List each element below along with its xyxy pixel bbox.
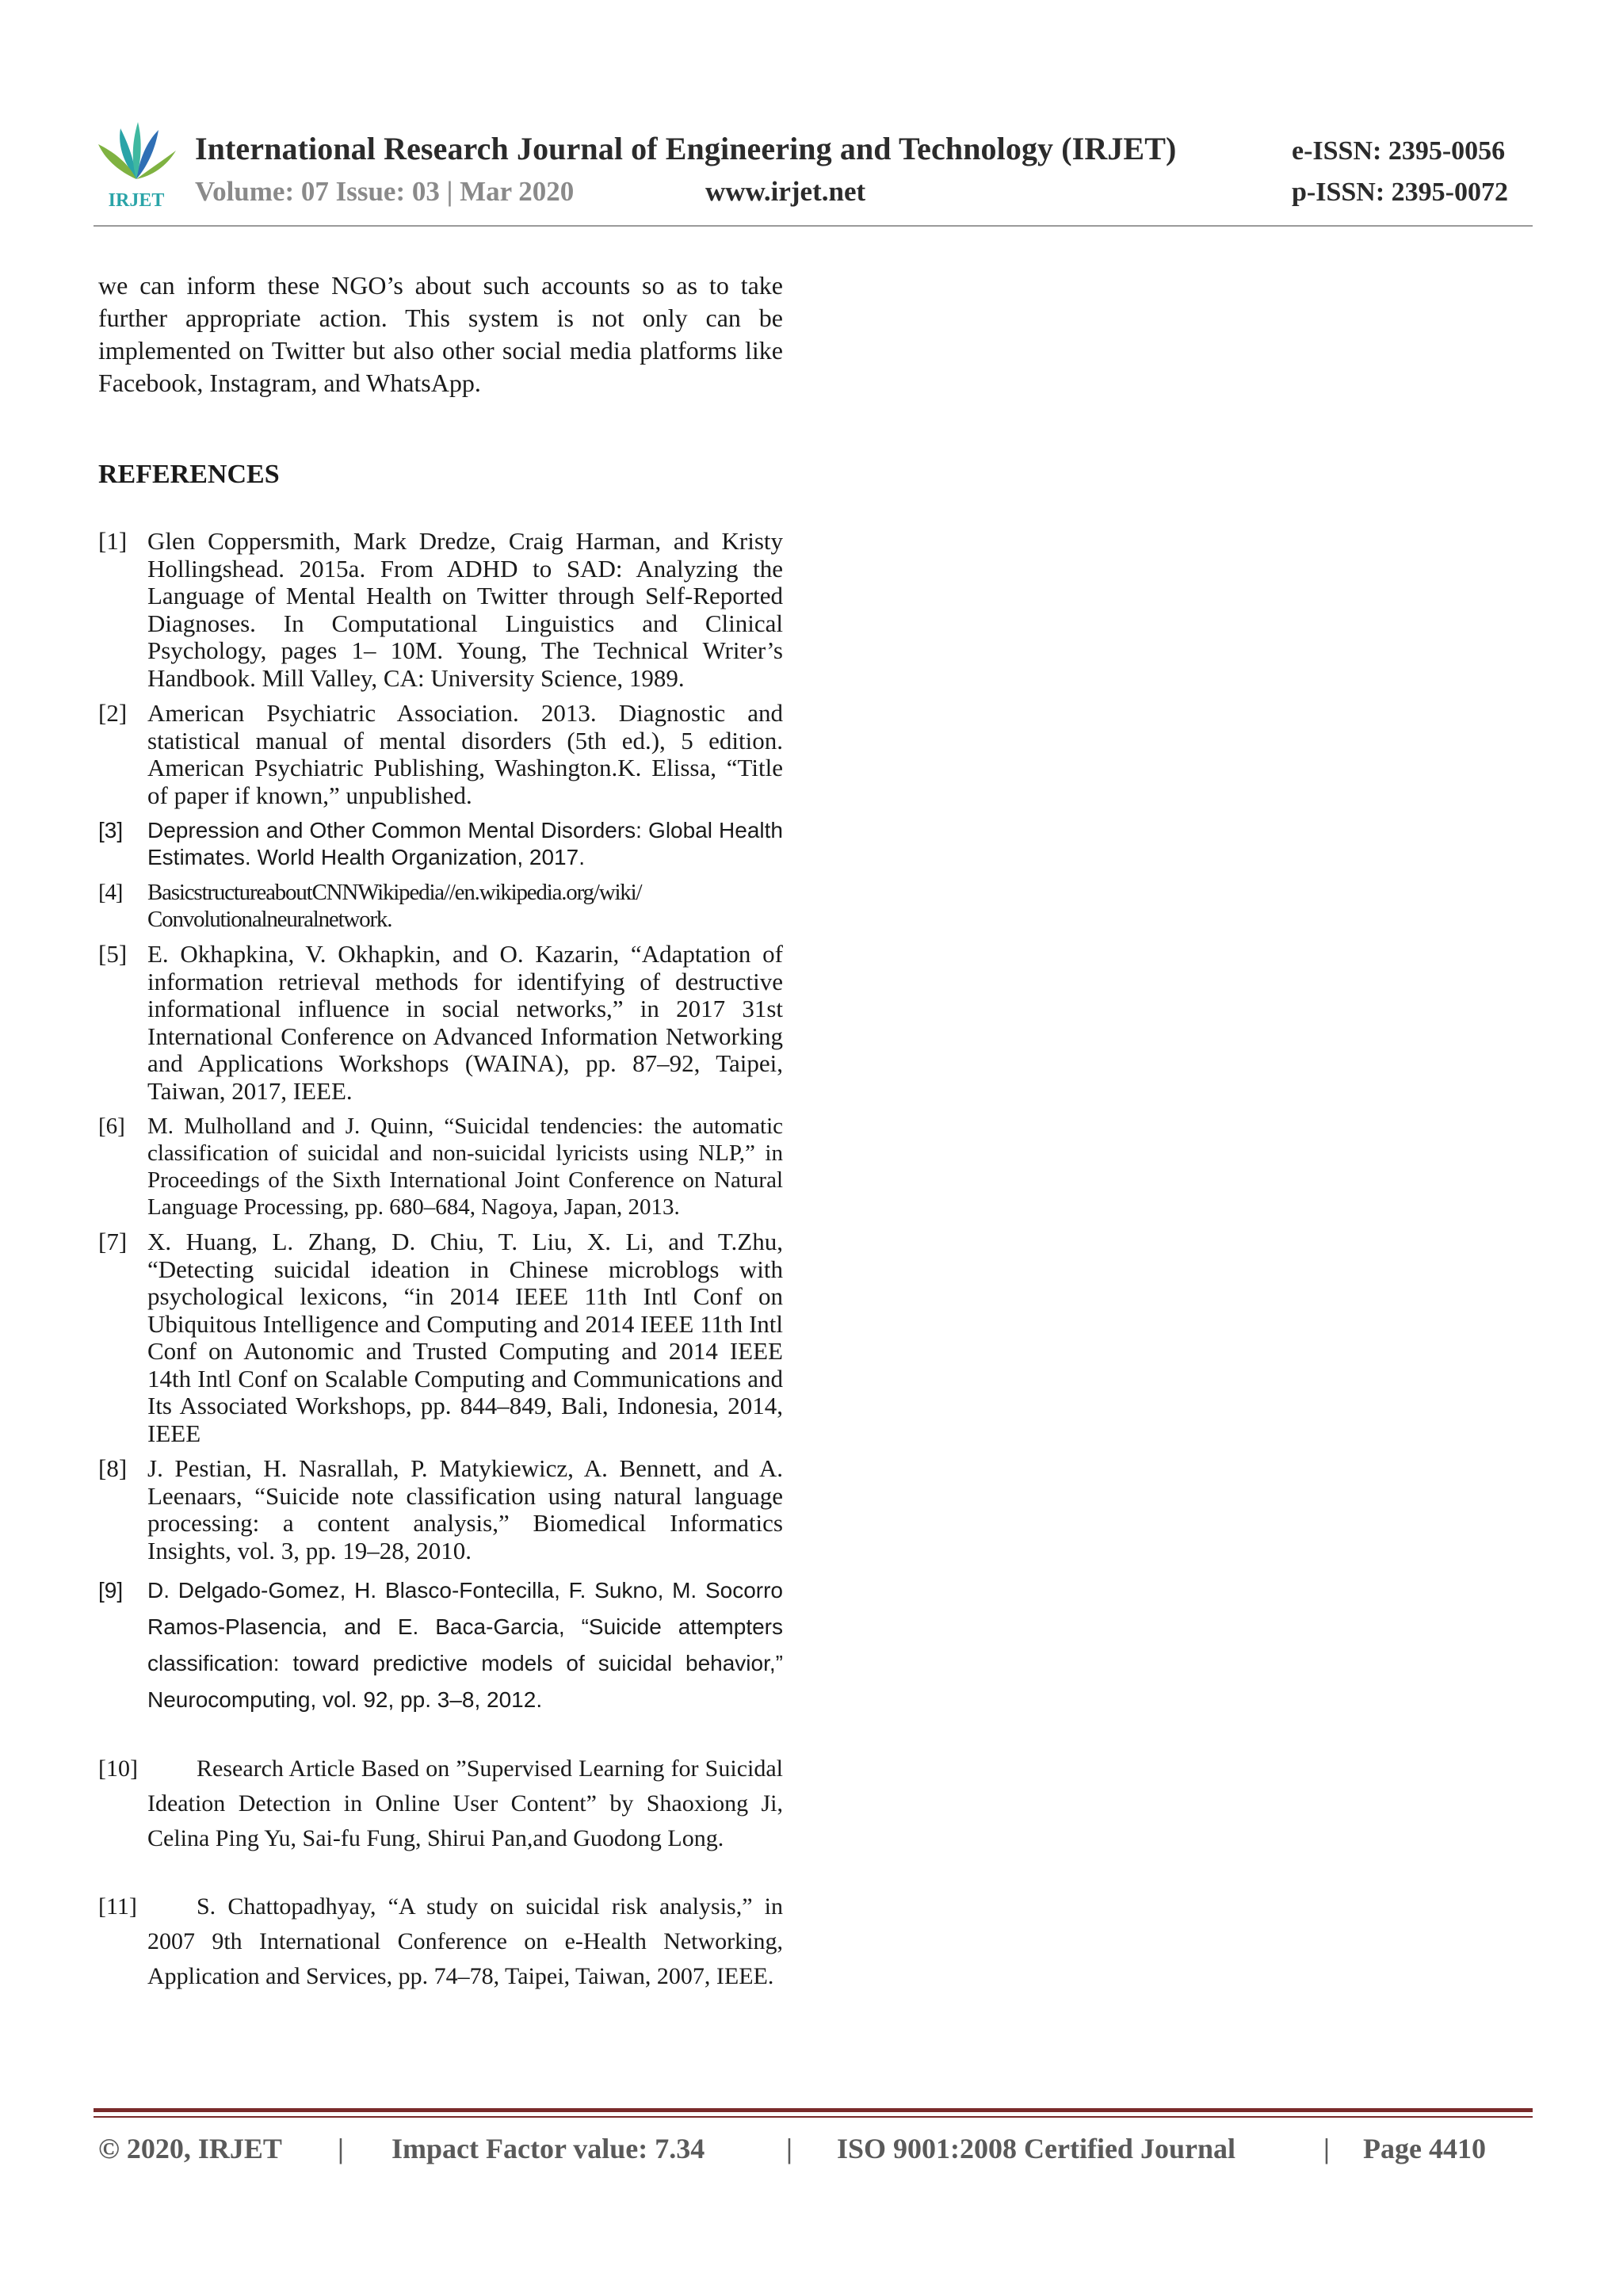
pissn: p-ISSN: 2395-0072 <box>1292 178 1508 207</box>
footer-page-number: Page 4410 <box>1363 2133 1486 2164</box>
reference-text: E. Okhapkina, V. Okhapkin, and O. Kazarin, “Adaptation of information retrieval methods for identifying of destructive informational influence in social networks,” in 2017 31st International Conference on Advanced Information Networking and Applications Workshops (WAINA), pp. 87–92, Taipei, Taiwan, 2017, IEEE. <box>147 940 783 1105</box>
reference-number: [2] <box>98 699 128 727</box>
reference-text: D. Delgado-Gomez, H. Blasco-Fontecilla, F. Sukno, M. Socorro Ramos-Plasencia, and E. Baca-Garcia, “Suicide attempters classification: toward predictive models of suicidal behavior,” Neurocomputing, vol. 92, pp. 3–8, 2012. <box>147 1578 783 1712</box>
eissn: e-ISSN: 2395-0056 <box>1292 136 1506 166</box>
reference-number: [6] <box>98 1114 125 1139</box>
footer-impact-factor: Impact Factor value: 7.34 <box>391 2133 705 2164</box>
reference-item <box>98 528 783 692</box>
reference-number: [1] <box>98 527 128 555</box>
reference-number: [11] <box>98 1893 137 1920</box>
reference-text: M. Mulholland and J. Quinn, “Suicidal tendencies: the automatic classification of suicidal and non-suicidal lyricists using NLP,” in Proceedings of the Sixth International Joint Conference on Natural Language Processing, pp. 680–684, Nagoya, Japan, 2013. <box>147 1114 783 1220</box>
reference-number: [3] <box>98 818 124 842</box>
reference-item <box>98 941 783 1105</box>
reference-item <box>98 1752 783 1856</box>
intro-paragraph: we can inform these NGO’s about such accounts so as to take further appropriate action. This system is not only can be implemented on Twitter but also other social media platforms like Facebook, Instagram, and WhatsApp. <box>98 271 783 397</box>
reference-text: BasicstructureaboutCNNWikipedia//en.wikipedia.org/wiki/ Convolutionalneuralnetwork. <box>147 880 642 932</box>
reference-text: American Psychiatric Association. 2013. Diagnostic and statistical manual of mental disorders (5th ed.), 5 edition. American Psychiatric Publishing, Washington.K. Elissa, “Title of paper if known,” unpublished. <box>147 699 783 809</box>
reference-number: [7] <box>98 1228 128 1255</box>
reference-number: [4] <box>98 880 123 905</box>
irjet-logo-icon <box>94 117 179 212</box>
header-divider <box>94 225 1533 227</box>
footer-separator: | <box>786 2133 792 2164</box>
reference-text: X. Huang, L. Zhang, D. Chiu, T. Liu, X. Li, and T.Zhu, “Detecting suicidal ideation in Chinese microblogs with psychological lexicons, “in 2014 IEEE 11th Intl Conf on Ubiquitous Intelligence and Computing and 2014 IEEE 11th Intl Conf on Autonomic and Trusted Computing and 2014 IEEE 14th Intl Conf on Scalable Computing and Communications and Its Associated Workshops, pp. 844–849, Bali, Indonesia, 2014, IEEE <box>147 1228 783 1447</box>
text-column <box>98 269 783 2002</box>
reference-text: Research Article Based on ”Supervised Learning for Suicidal Ideation Detection in Online User Content” by Shaoxiong Ji, Celina Ping Yu, Sai-fu Fung, Shirui Pan,and Guodong Long. <box>147 1755 783 1851</box>
reference-text: Depression and Other Common Mental Disorders: Global Health Estimates. World Health Organization, 2017. <box>147 818 783 869</box>
reference-item <box>98 879 783 933</box>
reference-number: [8] <box>98 1454 128 1482</box>
reference-item <box>98 1228 783 1447</box>
reference-item <box>98 1455 783 1564</box>
reference-list <box>98 528 783 1994</box>
reference-item <box>98 1572 783 1718</box>
reference-item <box>98 1113 783 1221</box>
volume-issue: Volume: 07 Issue: 03 | Mar 2020 <box>195 176 575 207</box>
reference-number: [5] <box>98 940 128 968</box>
footer-copyright: © 2020, IRJET <box>98 2133 282 2164</box>
footer-divider-thin <box>94 2116 1533 2118</box>
footer-divider-thick <box>94 2108 1533 2112</box>
footer-separator: | <box>338 2133 344 2164</box>
reference-number: [9] <box>98 1578 124 1603</box>
journal-title: International Research Journal of Engineering and Technology (IRJET) <box>195 131 1177 166</box>
reference-item <box>98 1889 783 1994</box>
reference-text: S. Chattopadhyay, “A study on suicidal risk analysis,” in 2007 9th International Conference on e-Health Networking, Application and Services, pp. 74–78, Taipei, Taiwan, 2007, IEEE. <box>147 1893 783 1989</box>
reference-number: [10] <box>98 1755 138 1782</box>
journal-website: www.irjet.net <box>705 176 866 207</box>
footer-iso: ISO 9001:2008 Certified Journal <box>837 2133 1235 2164</box>
reference-text: J. Pestian, H. Nasrallah, P. Matykiewicz, A. Bennett, and A. Leenaars, “Suicide note classification using natural language processing: a content analysis,” Biomedical Informatics Insights, vol. 3, pp. 19–28, 2010. <box>147 1454 783 1564</box>
reference-text: Glen Coppersmith, Mark Dredze, Craig Harman, and Kristy Hollingshead. 2015a. From ADHD to SAD: Analyzing the Language of Mental Health on Twitter through Self-Reported Diagnoses. In Computational Linguistics and Clinical Psychology, pages 1– 10M. Young, The Technical Writer’s Handbook. Mill Valley, CA: University Science, 1989. <box>147 527 783 692</box>
reference-item <box>98 817 783 871</box>
footer-separator: | <box>1323 2133 1330 2164</box>
reference-item <box>98 700 783 809</box>
logo-text: IRJET <box>108 190 165 211</box>
references-heading: REFERENCES <box>98 460 280 489</box>
